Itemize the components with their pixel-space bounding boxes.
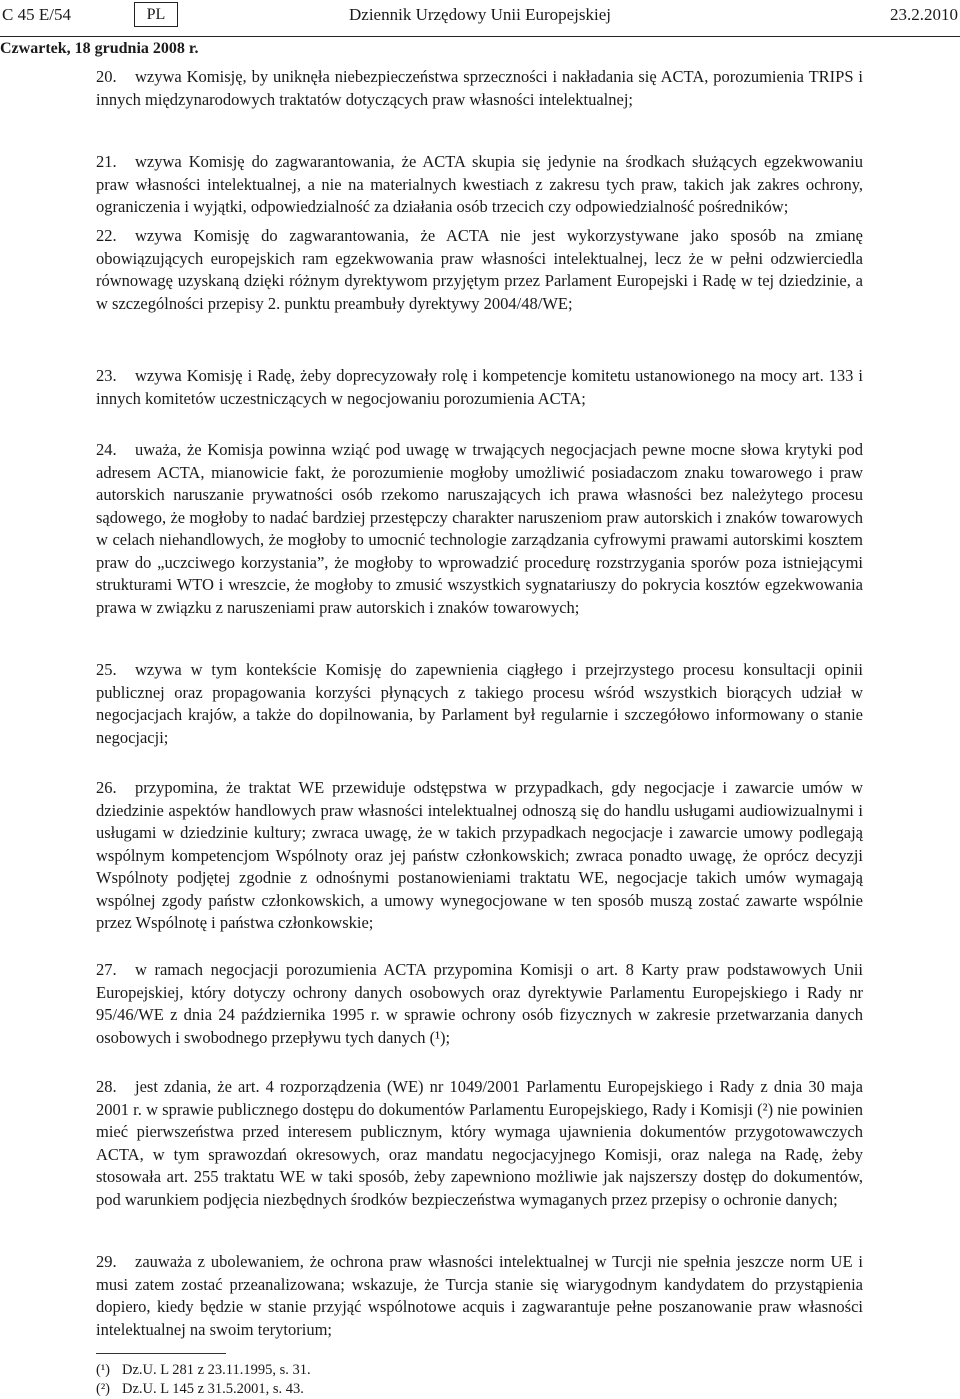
paragraph-21 <box>96 151 863 219</box>
paragraph-text: wzywa Komisję i Radę, żeby doprecyzowały rolę i kompetencje komitetu ustanowionego na mocy art. 133 i innych komitetów uczestniczących w negocjowaniu porozumienia ACTA; <box>96 366 863 408</box>
footnote-text: Dz.U. L 281 z 23.11.1995, s. 31. <box>122 1362 311 1378</box>
paragraph-29 <box>96 1251 863 1341</box>
paragraph-number: 26. <box>96 778 117 797</box>
language-code: PL <box>134 2 178 27</box>
paragraph-text: przypomina, że traktat WE przewiduje odstępstwa w przypadkach, gdy negocjacje i zawarcie umów w dziedzinie aspektów handlowych praw własności intelektualnej odnoszą się do handlu usługami audiowizualnymi i usługami w dziedzinie kultury; zwraca uwagę, że w takich przypadkach negocjacje i zawarcie umowy podlegają wspólnym kompetencjom Wspólnoty oraz jej państw członkowskich; zwraca ponadto uwagę, że oprócz decyzji Wspólnoty podjętej zgodnie z odnośnymi postanowieniami traktatu WE, negocjacje takich umów wymagają wspólnej zgody państw członkowskich, a umowy wynegocjowane w ten sposób muszą zostać zawarte wspólnie przez Wspólnotę i państwa członkowskie; <box>96 778 863 932</box>
paragraph-text: wzywa Komisję do zagwarantowania, że ACTA nie jest wykorzystywane jako sposób na zmianę obowiązujących europejskich ram egzekwowania praw własności intelektualnej, lecz że w pełni odzwierciedla równowagę uzyskaną dzięki różnym dyrektywom przyjętym przez Parlament Europejski i Radę w tej dziedzinie, a w szczególności przepisy 2. punktu preambuły dyrektywy 2004/48/WE; <box>96 226 863 313</box>
paragraph-23 <box>96 365 863 410</box>
footnote-mark: (²) <box>96 1381 111 1397</box>
paragraph-text: wzywa w tym kontekście Komisję do zapewnienia ciągłego i przejrzystego procesu konsultacji opinii publicznej oraz propagowania korzyści płynących z takiego procesu wśród wszystkich biorących udział w negocjacjach krajów, a także do dopilnowania, by Parlament był regularnie i szczegółowo informowany o stanie negocjacji; <box>96 660 863 747</box>
paragraph-text: uważa, że Komisja powinna wziąć pod uwagę w trwających negocjacjach pewne mocne słowa krytyki pod adresem ACTA, mianowicie fakt, że porozumienie mogłoby umożliwić posiadaczom znaku towarowego i praw autorskich naruszanie prywatności osób rzekomo naruszających ich prawa własności bez należytego procesu sądowego, że mogłoby to nadać bardziej przestępczy charakter naruszeniom praw autorskich i znaków towarowych w celach niehandlowych, że mogłoby to umocnić technologie zarządzania cyfrowymi prawami autorskimi kosztem praw do „uczciwego korzystania”, że mogłoby to wprowadzić procedurę rozstrzygania sporów poza istniejącymi strukturami WTO i wreszcie, że mogłoby to zmusić wszystkich sygnatariuszy do pokrycia kosztów egzekwowania prawa w związku z naruszeniami praw autorskich i znaków towarowych; <box>96 440 863 617</box>
page-header <box>0 0 960 37</box>
paragraph-number: 21. <box>96 152 117 171</box>
paragraph-number: 28. <box>96 1077 117 1096</box>
paragraph-number: 23. <box>96 366 117 385</box>
paragraph-24 <box>96 439 863 619</box>
paragraph-number: 22. <box>96 226 117 245</box>
footnote-mark: (¹) <box>96 1362 111 1378</box>
paragraph-number: 24. <box>96 440 117 459</box>
paragraph-number: 29. <box>96 1252 117 1271</box>
journal-series: C 45 E/54 <box>2 5 71 24</box>
paragraph-number: 20. <box>96 67 117 86</box>
paragraph-text: zauważa z ubolewaniem, że ochrona praw własności intelektualnej w Turcji nie spełnia jeszcze norm UE i musi zatem zostać przeanalizowana; wskazuje, że Turcja stanie się wiarygodnym kandydatem do przystąpienia dopiero, kiedy będzie w stanie przyjąć wspólnotowe acquis i zagwarantuje pełne poszanowanie praw własności intelektualnej na swoim terytorium; <box>96 1252 863 1339</box>
footnote-1 <box>96 1361 311 1379</box>
paragraph-text: jest zdania, że art. 4 rozporządzenia (WE) nr 1049/2001 Parlamentu Europejskiego i Rady z dnia 30 maja 2001 r. w sprawie publicznego dostępu do dokumentów Parlamentu Europejskiego, Rady i Komisji (²) nie powinien mieć pierwszeństwa przed interesem publicznym, który wymaga ujawnienia dokumentów przygotowawczych ACTA, w tym sprawozdań okresowych, oraz mandatu negocjacyjnego Komisji, oraz nalega na Radę, żeby stosowała art. 255 traktatu WE w taki sposób, żeby zapewniono możliwie jak najszerszy dostęp do dokumentów, pod warunkiem podjęcia niezbędnych środków bezpieczeństwa wymaganych przez przepisy o ochronie danych; <box>96 1077 863 1209</box>
journal-title: Dziennik Urzędowy Unii Europejskiej <box>349 5 612 24</box>
footnote-2 <box>96 1380 304 1398</box>
paragraph-number: 25. <box>96 660 117 679</box>
publication-date: 23.2.2010 <box>890 5 958 24</box>
sitting-date: Czwartek, 18 grudnia 2008 r. <box>0 40 199 57</box>
paragraph-text: wzywa Komisję, by uniknęła niebezpieczeństwa sprzeczności i nakładania się ACTA, porozumienia TRIPS i innych międzynarodowych traktatów dotyczących praw własności intelektualnej; <box>96 67 863 109</box>
paragraph-25 <box>96 659 863 749</box>
paragraph-20 <box>96 66 863 111</box>
paragraph-26 <box>96 777 863 935</box>
paragraph-text: wzywa Komisję do zagwarantowania, że ACTA skupia się jedynie na środkach służących egzekwowaniu praw własności intelektualnej, a nie na materialnych kwestiach z zakresu tych praw, takich jak zakres ochrony, ograniczenia i wyjątki, odpowiedzialność za działania osób trzecich czy odpowiedzialność pośredników; <box>96 152 863 216</box>
footnote-separator <box>96 1353 226 1354</box>
paragraph-27 <box>96 959 863 1049</box>
footnote-text: Dz.U. L 145 z 31.5.2001, s. 43. <box>122 1381 304 1397</box>
paragraph-text: w ramach negocjacji porozumienia ACTA przypomina Komisji o art. 8 Karty praw podstawowych Unii Europejskiej, który dotyczy ochrony danych osobowych oraz dyrektywie Parlamentu Europejskiego i Rady nr 95/46/WE z dnia 24 października 1995 r. w sprawie ochrony osób fizycznych w zakresie przetwarzania danych osobowych i swobodnego przepływu tych danych (¹); <box>96 960 863 1047</box>
paragraph-28 <box>96 1076 863 1211</box>
paragraph-22 <box>96 225 863 315</box>
paragraph-number: 27. <box>96 960 117 979</box>
